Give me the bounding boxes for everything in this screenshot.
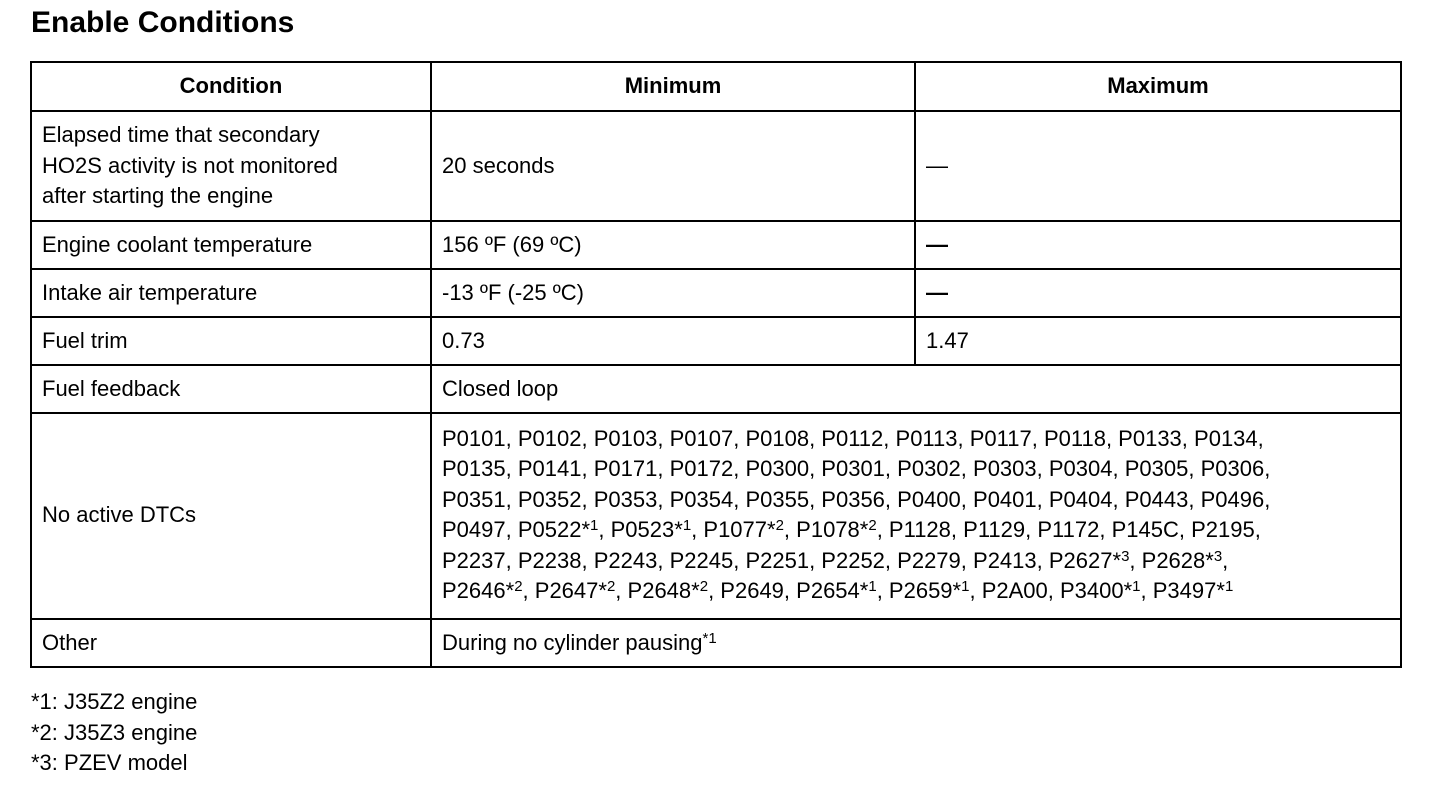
maximum-cell: —	[915, 221, 1401, 269]
dtc-code: P2A00	[981, 578, 1048, 603]
dtc-code: P2628*	[1141, 547, 1214, 573]
footnote-marker: 2	[606, 578, 616, 595]
maximum-cell: —	[915, 269, 1401, 317]
footnote-marker: 2	[868, 517, 877, 534]
condition-cell: Other	[31, 619, 431, 667]
maximum-cell: 1.47	[915, 317, 1401, 365]
dtc-code: P0354	[669, 486, 734, 512]
dtc-code: P2252	[821, 547, 885, 573]
table-header-row	[31, 62, 1401, 111]
dtc-code: P2654*	[796, 578, 869, 603]
footnote: *1: J35Z2 engine	[31, 689, 198, 714]
dtc-code: P3497*	[1152, 578, 1225, 603]
header-minimum: Minimum	[431, 62, 915, 111]
dtc-code: P0522*	[517, 517, 591, 542]
dtc-code: P0134	[1194, 425, 1258, 451]
dtc-code: P2238	[517, 547, 582, 573]
dtc-line: P0135, P0141, P0171, P0172, P0300, P0301, P0302, P0303, P0304, P0305, P0306,	[442, 456, 1271, 481]
dtc-code: P0301	[821, 456, 885, 481]
dtc-line: P0351, P0352, P0353, P0354, P0355, P0356, P0400, P0401, P0404, P0443, P0496,	[442, 486, 1271, 512]
dtc-code: P2245	[669, 547, 734, 573]
minimum-cell: -13 ºF (-25 ºC)	[431, 269, 915, 317]
dtc-code: P0496	[1200, 486, 1265, 512]
dtc-code: P0305	[1124, 456, 1189, 481]
dtc-code: P2659*	[888, 578, 962, 603]
dtc-code: P0400	[897, 486, 961, 512]
dtc-code: P0108	[745, 425, 810, 451]
table-row	[31, 317, 1401, 365]
condition-cell: No active DTCs	[31, 413, 431, 619]
dtc-code: P1128	[888, 517, 951, 542]
page-title: Enable Conditions	[31, 6, 295, 39]
footnote-marker: 2	[775, 517, 784, 534]
dtc-code: P0117	[969, 425, 1032, 451]
dtc-code: P0353	[593, 486, 658, 512]
dtc-code: P145C	[1111, 517, 1179, 542]
minimum-cell: 156 ºF (69 ºC)	[431, 221, 915, 269]
dtc-code: P0302	[897, 456, 961, 481]
dtc-code: P2279	[897, 547, 961, 573]
dtc-code: P1077*	[703, 517, 776, 542]
dtc-line: P2237, P2238, P2243, P2245, P2251, P2252, P2279, P2413, P2627*$^3$, P2628*$^3$,	[442, 547, 1229, 573]
table-row	[31, 365, 1401, 413]
header-condition: Condition	[31, 62, 431, 111]
dtc-code: P2251	[745, 547, 810, 573]
dtc-code: P2648*	[627, 578, 700, 603]
dtc-code: P0171	[593, 456, 658, 481]
table-row	[31, 619, 1401, 667]
dtc-code: P0300	[745, 456, 810, 481]
footnote: *2: J35Z3 engine	[31, 719, 198, 745]
dtc-code: P0141	[517, 456, 582, 481]
dtc-code: P0443	[1124, 486, 1189, 512]
condition-line: after starting the engine	[42, 183, 274, 209]
dtc-code: P3400*	[1059, 578, 1133, 603]
dtc-code: P2647*	[534, 578, 607, 603]
dtc-code: P2195	[1191, 517, 1255, 542]
dtc-code: P0497	[442, 517, 506, 542]
dtc-code: P0352	[517, 486, 582, 512]
table-row	[31, 111, 1401, 221]
footnote-marker: 2	[699, 578, 709, 595]
dtc-code: P1172	[1037, 517, 1100, 542]
dtc-code: P1078*	[796, 517, 869, 542]
dtc-code: P0103	[593, 425, 658, 451]
table-row	[31, 413, 1401, 619]
footnote-marker: 3	[1121, 547, 1130, 565]
dtc-code: P0172	[669, 456, 734, 481]
dtc-code: P1129	[963, 517, 1026, 542]
table-row	[31, 269, 1401, 317]
condition-cell	[31, 111, 431, 221]
dtc-code: P2237	[442, 547, 506, 573]
dtc-code: P0304	[1048, 456, 1113, 481]
footnote-marker: 1	[682, 517, 692, 534]
dtc-code: P0355	[745, 486, 810, 512]
minimum-cell: 20 seconds	[431, 111, 915, 221]
dtc-code: P0356	[821, 486, 885, 512]
value-text: During no cylinder pausing	[442, 629, 703, 655]
footnote-marker: 2	[514, 578, 523, 595]
dtc-code: P2413	[973, 547, 1037, 573]
dtc-code: P2627*	[1048, 547, 1122, 573]
header-maximum: Maximum	[915, 62, 1401, 111]
footnote-marker: 3	[1213, 547, 1223, 565]
footnote-marker: 1	[868, 578, 877, 595]
dtc-code: P2649	[720, 578, 784, 603]
dtc-code: P0113	[895, 425, 958, 451]
footnotes	[31, 687, 197, 779]
maximum-cell: —	[915, 111, 1401, 221]
dtc-line: P0497, P0522*$^1$, P0523*$^1$, P1077*$^2$, P1078*$^2$, P1128, P1129, P1172, P145C, P2195,	[442, 517, 1261, 542]
condition-cell: Fuel feedback	[31, 365, 431, 413]
dtc-code: P0351	[442, 486, 506, 512]
dtc-code: P0107	[669, 425, 734, 451]
enable-conditions-table	[30, 61, 1402, 668]
condition-cell: Engine coolant temperature	[31, 221, 431, 269]
dtc-code: P0112	[821, 425, 884, 451]
footnote: *3: PZEV model	[31, 750, 188, 775]
value-cell	[431, 619, 1401, 667]
dtc-code: P0303	[973, 456, 1037, 481]
dtc-code: P0404	[1048, 486, 1113, 512]
dtc-code: P0401	[973, 486, 1037, 512]
dtc-code: P2646*	[442, 578, 515, 603]
footnote-marker: 1	[590, 517, 599, 534]
dtc-code: P0523*	[610, 517, 683, 542]
dtc-code: P2243	[593, 547, 658, 573]
footnote-marker: *1	[702, 629, 717, 647]
value-cell: Closed loop	[431, 365, 1401, 413]
dtc-code: P0135	[442, 456, 506, 481]
condition-line: HO2S activity is not monitored	[42, 152, 338, 178]
dtc-line: P0101, P0102, P0103, P0107, P0108, P0112, P0113, P0117, P0118, P0133, P0134,	[442, 425, 1264, 451]
dtc-code: P0133	[1118, 425, 1182, 451]
dtc-code: P0102	[517, 425, 582, 451]
dtc-list-cell	[431, 413, 1401, 619]
table-row	[31, 221, 1401, 269]
dtc-code: P0101	[442, 425, 506, 451]
condition-cell: Fuel trim	[31, 317, 431, 365]
dtc-code: P0306	[1200, 456, 1265, 481]
footnote-marker: 1	[961, 578, 970, 595]
minimum-cell: 0.73	[431, 317, 915, 365]
footnote-marker: 1	[1132, 578, 1141, 595]
dtc-code: P0118	[1043, 425, 1106, 451]
condition-cell: Intake air temperature	[31, 269, 431, 317]
footnote-marker: 1	[1224, 578, 1234, 595]
condition-line: Elapsed time that secondary	[42, 122, 320, 148]
dtc-line: P2646*$^2$, P2647*$^2$, P2648*$^2$, P2649, P2654*$^1$, P2659*$^1$, P2A00, P3400*$^1$, P3497*$^1$	[442, 578, 1234, 603]
